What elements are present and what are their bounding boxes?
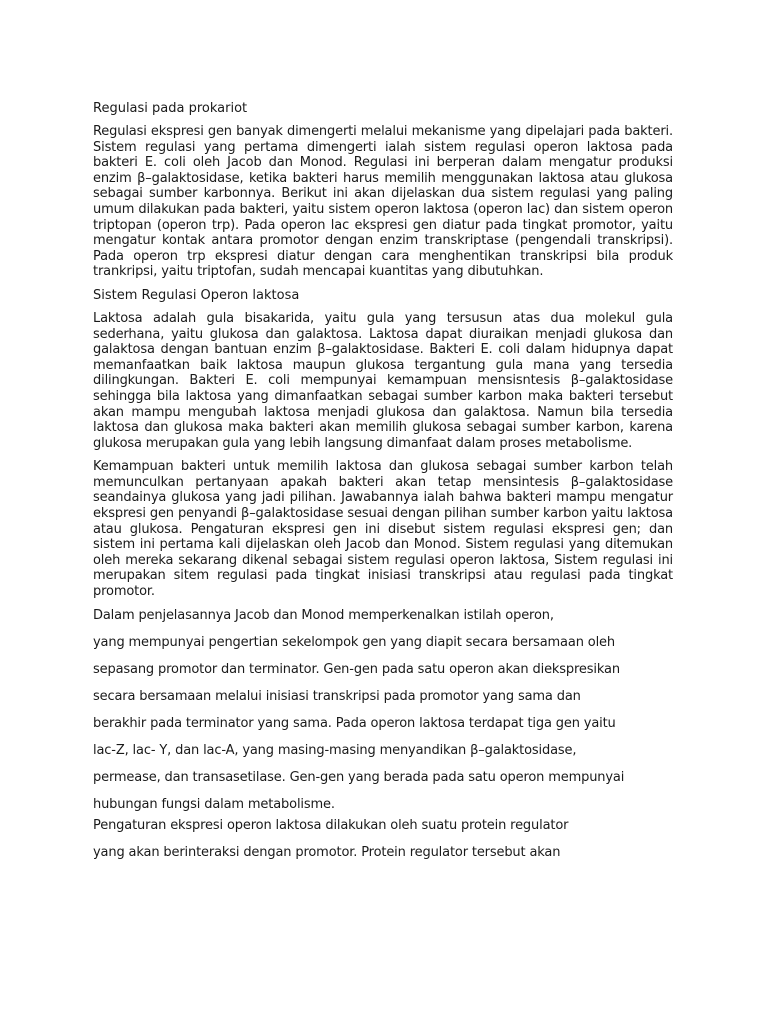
text-line: hubungan fungsi dalam metabolisme. [93,796,335,812]
text-line: yang akan berinteraksi dengan promotor. Protein regulator tersebut akan [93,844,561,860]
section-heading-regulasi-prokariot: Regulasi pada prokariot [93,101,248,116]
section-heading-operon-laktosa: Sistem Regulasi Operon laktosa [93,287,300,303]
text-line: berakhir pada terminator yang sama. Pada operon laktosa terdapat tiga gen yaitu [93,715,616,731]
text-line: lac-Z, lac- Y, dan lac-A, yang masing-masing menyandikan β–galaktosidase, [93,742,577,758]
text-line: permease, dan transasetilase. Gen-gen yang berada pada satu operon mempunyai [93,769,625,785]
text-line: sepasang promotor dan terminator. Gen-gen pada satu operon akan diekspresikan [93,661,620,677]
paragraph-kemampuan-bakteri: Kemampuan bakteri untuk memilih laktosa dan glukosa sebagai sumber karbon telah memunculkan pertanyaan apakah bakteri akan tetap mensintesis β–galaktosidase seandainya glukosa yang jadi pilihan. Jawabannya ialah bahwa bakteri mampu mengatur ekspresi gen penyandi β–galaktosidase sesuai dengan pilihan sumber karbon yaitu laktosa atau glukosa. Pengaturan ekspresi gen ini disebut sistem regulasi ekspresi gen; dan sistem ini pertama kali dijelaskan oleh Jacob dan Monod. Sistem regulasi yang ditemukan oleh mereka sekarang dikenal sebagai sistem regulasi operon laktosa, Sistem regulasi ini merupakan sitem regulasi pada tingkat inisiasi transkripsi atau regulasi pada tingkat promotor. [93,459,673,600]
paragraph-regulasi-intro: Regulasi ekspresi gen banyak dimengerti melalui mekanisme yang dipelajari pada bakteri. Sistem regulasi yang pertama dimengerti ialah sistem regulasi operon laktosa pada bakteri E. coli oleh Jacob dan Monod. Regulasi ini berperan dalam mengatur produksi enzim β–galaktosidase, ketika bakteri harus memilih menggunakan laktosa atau glukosa sebagai sumber karbonnya. Berikut ini akan dijelaskan dua sistem regulasi yang paling umum dilakukan pada bakteri, yaitu sistem operon laktosa (operon lac) dan sistem operon triptopan (operon trp). Pada operon lac ekspresi gen diatur pada tingkat promotor, yaitu mengatur kontak antara promotor dengan enzim transkriptase (pengendali transkripsi). Pada operon trp ekspresi diatur dengan cara menghentikan transkripsi bila produk trankripsi, yaitu triptofan, sudah mencapai kuantitas yang dibutuhkan. [93,124,673,280]
document-page [93,101,673,872]
text-line: secara bersamaan melalui inisiasi transkripsi pada promotor yang sama dan [93,688,581,704]
text-line: yang mempunyai pengertian sekelompok gen yang diapit secara bersamaan oleh [93,634,615,650]
text-line: Pengaturan ekspresi operon laktosa dilakukan oleh suatu protein regulator [93,817,569,833]
paragraph-laktosa: Laktosa adalah gula bisakarida, yaitu gula yang tersusun atas dua molekul gula sederhana, yaitu glukosa dan galaktosa. Laktosa dapat diuraikan menjadi glukosa dan galaktosa dengan bantuan enzim β–galaktosidase. Bakteri E. coli dalam hidupnya dapat memanfaatkan baik laktosa maupun glukosa tergantung gula mana yang tersedia dilingkungan. Bakteri E. coli mempunyai kemampuan mensisntesis β–galaktosidase sehingga bila laktosa yang dimanfaatkan sebagai sumber karbon maka bakteri tersebut akan mampu mengubah laktosa menjadi glukosa dan galaktosa. Namun bila tersedia laktosa dan glukosa maka bakteri akan memilih glukosa sebagai sumber karbon, karena glukosa merupakan gula yang lebih langsung dimanfaat dalam proses metabolisme. [93,310,673,451]
text-line: Dalam penjelasannya Jacob dan Monod memperkenalkan istilah operon, [93,607,554,623]
